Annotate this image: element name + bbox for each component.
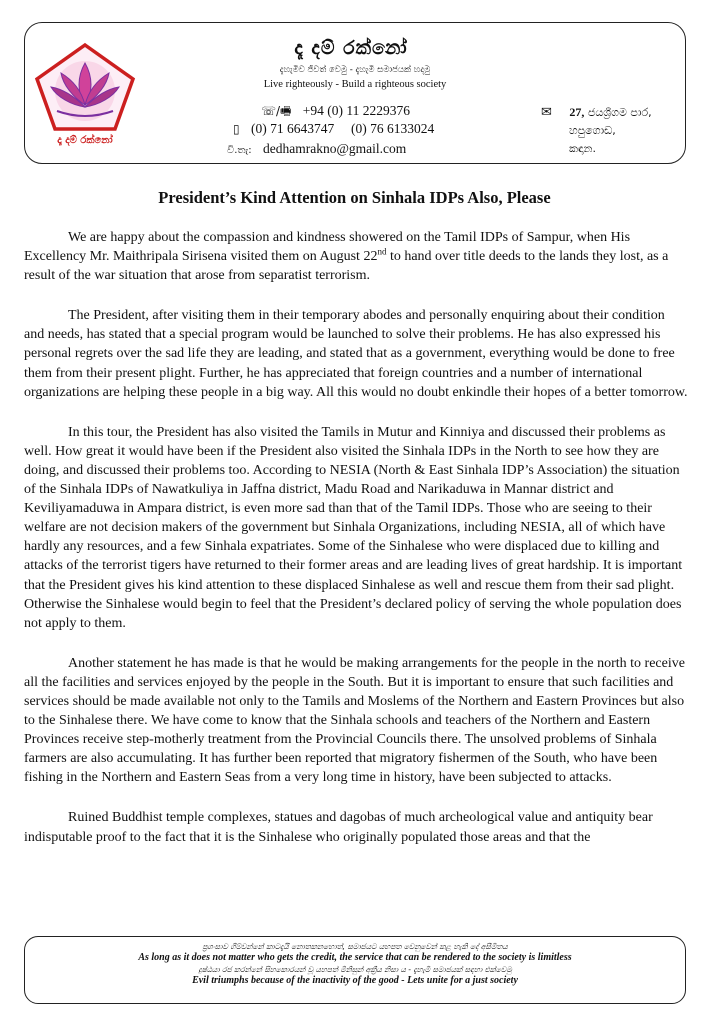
paragraph-3: In this tour, the President has also visited the Tamils in Mutur and Kinniya and discussed their problems as well. How great it would have been if the President also visited the Sinhala IDPs in the North to see how they are doing, and discussed their problems too. According to NESIA (North & East Sinhala IDP’s Association) the situation of the Sinhala IDPs of Nawatkuliya in Jaffna district, Madu Road and Narikaduwa in Mannar district and Keviliyamaduwa in Ampara district, is even more sad than that of the Tamil IDPs. Those who are seeing to their welfare are not decision makers of the government but Sinhala Organizations, including NESIA, all of which have hardly any resources, and a few Sinhala expatriates. Some of the Sinhalese who were displaced due to killing and attacks of the terrorist tigers have returned to their former areas and are leading lives of great hardship. It is important that the President gives his kind attention to these displaced Sinhalese as well and rescue them from their sad plight. Otherwise the Sinhalese would begin to feel that the President’s declared policy of serving the whole population does not apply to them. (24, 424, 683, 631)
paragraph-4: Another statement he has made is that he would be making arrangements for the people in the north to receive all the facilities and services enjoyed by the people in the South. But it is important to ensure that such facilities and services should be made available not only to the Tamils and Moslems of the Northern and Eastern Provinces but also to the Sinhalese there. We have come to know that the Sinhala schools and teachers of the Northern and Eastern Provinces receive step-motherly treatment from the Provincial Councils there. The unsolved problems of Sinhala farmers are also accumulating. It has further been reported that migratory fishermen of the South, who have been fishing in the Northern and Eastern Seas from a very long time in history, have been subjected to attacks. (24, 655, 685, 786)
address-number: 27, (569, 105, 585, 119)
lotus-pentagon-emblem-icon (33, 41, 137, 133)
organization-logo (33, 41, 137, 149)
address-line-2: හපුගොඩ, (569, 124, 616, 137)
mobile-contact (233, 121, 434, 137)
phone-fax-icon: ☏/🖷 (261, 104, 292, 118)
paragraph-1-part-b: to hand over title deeds to the lands they lost, as a result of the war situation that arose from separatist terrorism. (24, 249, 669, 284)
organization-name: දෑ දම් රක්නෝ (294, 37, 408, 59)
email-contact (227, 141, 406, 157)
paragraph-5: Ruined Buddhist temple complexes, statues and dagobas of much archeological value and antiquity bear indisputable proof to the fact that it is the Sinhalese who originally populated those areas and that the (24, 810, 653, 845)
email-label: වි.තැ: (227, 145, 252, 156)
email-address: dedhamrakno@gmail.com (263, 141, 407, 156)
paragraph-1-part-a: We are happy about the compassion and kindness showered on the Tamil IDPs of Sampur, when His Excellency Mr. Maithripala Sirisena visited them on August 22 (24, 230, 631, 265)
phone-number: +94 (0) 11 2229376 (302, 103, 410, 118)
paragraph-2: The President, after visiting them in their temporary abodes and personally enquiring about their condition and needs, has stated that a special program would be launched to solve their problems. He has also expressed his personal regrets over the sad life they are leading, and stated that as a government, everything would be done to free them from their present plight. Further, he has appreciated that foreign countries and a number of international organizations are helping these people in a big way. All this would no doubt enkindle their hopes of a better tomorrow. (24, 308, 688, 400)
postal-address (541, 103, 652, 158)
address-line-1: ජයශ්‍රීගම පාර, (587, 106, 652, 119)
footer-box (24, 936, 686, 1004)
article-body (24, 228, 688, 868)
date-suffix: nd (377, 246, 387, 257)
mailbox-icon: ✉ (541, 105, 552, 120)
footer-line-1-english: As long as it does not matter who gets the credit, the service that can be rendered to the society is limitless (138, 952, 572, 963)
letterhead (24, 22, 686, 164)
footer-line-2-english: Evil triumphs because of the inactivity of the good - Lets unite for a just society (192, 975, 518, 986)
mobile-number-1: (0) 71 6643747 (250, 121, 335, 136)
motto-english: Live righteously - Build a righteous society (263, 79, 447, 90)
article-title: President’s Kind Attention on Sinhala IDPs Also, Please (158, 188, 551, 207)
footer-line-2-sinhala: දුෂ්ඨයා රජ කරන්නේ සිහකොරයන් වූ යහපත් මිනිසුන් අක්‍රීය නිසා ය - දැහැමි සමාජයක් සඳහා එක්වෙමු (198, 965, 512, 974)
logo-caption: දෑ දම් රක්නෝ (57, 135, 113, 146)
mobile-number-2: (0) 76 6133024 (350, 121, 435, 136)
mobile-icon: ▯ (233, 122, 240, 136)
footer-line-1-sinhala: ප්‍රශංසාව ගිම්වන්නේ කාටදැයි නොතකනහොත්, සමාජයට යහපත වෙනුවෙන් කළ හැකි දේ අසීමිතය (202, 942, 508, 951)
paragraph-1 (24, 228, 688, 285)
phone-contact (261, 102, 410, 123)
address-line-3: කඳාන. (569, 142, 596, 155)
motto-sinhala: දැහැමිව ජිවත් වෙමු - දැහැමි සමාජයක් හදමු (279, 65, 431, 75)
